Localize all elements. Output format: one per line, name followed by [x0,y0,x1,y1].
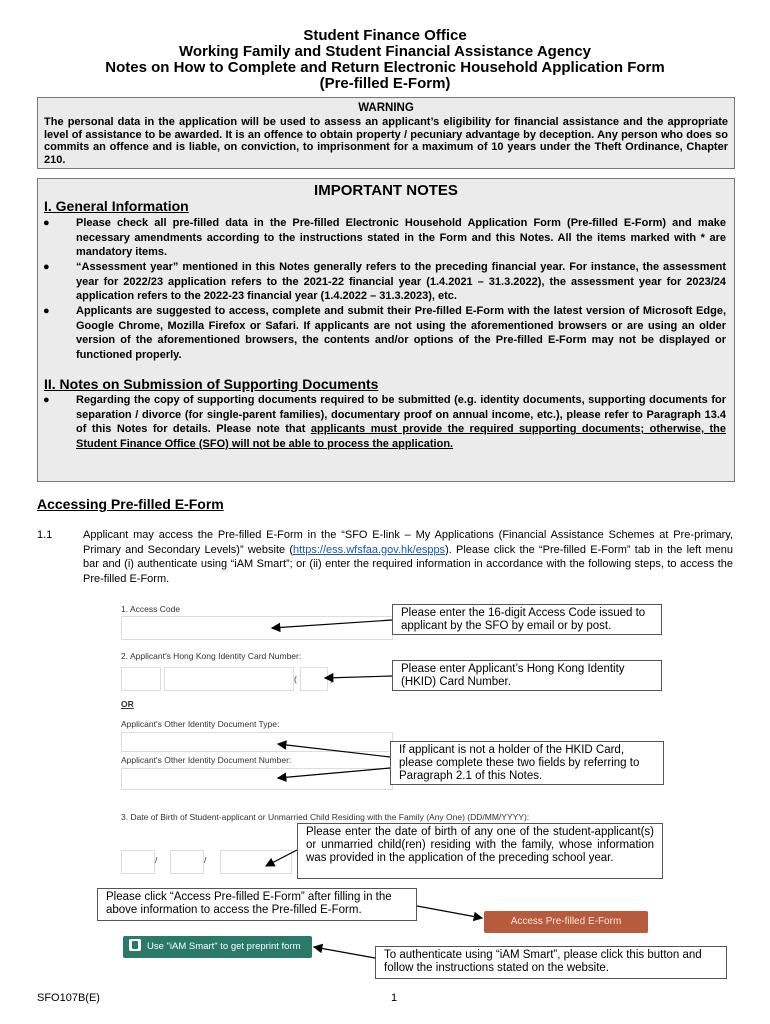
paragraph-text: Applicant may access the Pre-filled E-Form in the “SFO E-link – My Applications (Financial Assistance Schemes at Pre-primary, Primary and Secondary Levels)” website ( [83,529,733,556]
header-line-4: (Pre-filled E-Form) [319,75,451,92]
warning-text: The personal data in the application will be used to assess an applicant’s eligibility for financial assistance and the appropriate level of assistance to be awarded. It is an offence to obtain property / pecuniary advantage by deception. Any person who does so commits an offence and is liable, on conviction, to imprisonment for a maximum of 10 years under the Theft Ordinance, Chapter 210. [44,116,728,166]
paragraph-number: 1.1 [37,529,53,541]
header-line-3: Notes on How to Complete and Return Electronic Household Application Form [105,59,665,76]
arrow-hkid [325,676,392,678]
hkid-paren-open: ( [294,674,297,684]
paragraph-text: ). Please click the “Pre-filled E-Form” tab in the left menu bar and (i) authenticate using “iAM Smart”; or (ii) enter the required information in accordance with the following steps, to access the Pre-filled E-Form. [83,543,733,585]
iam-smart-button-label: Use "iAM Smart" to get preprint form [147,941,301,952]
label-other-id-number: Applicant's Other Identity Document Number: [121,755,292,765]
label-hkid: 2. Applicant's Hong Kong Identity Card Number: [121,651,302,661]
footer-page-number: 1 [391,992,398,1004]
section-supporting-documents-title: II. Notes on Submission of Supporting Documents [44,376,379,392]
arrow-access-code [272,620,392,628]
label-access-code: 1. Access Code [121,604,181,614]
warning-title: WARNING [358,102,414,114]
label-date-of-birth: 3. Date of Birth of Student-applicant or Unmarried Child Residing with the Family (Any One) (DD/MM/YYYY): [121,812,530,822]
arrow-access-button [417,906,482,918]
bullet-text: Regarding the copy of supporting documents required to be submitted (e.g. identity documents, supporting documents for separation / divorce (for single-parent families), documentary proof on annual income, etc.), please refer to Paragraph 13.4 of this Notes for details. Please note that [76,394,726,436]
accessing-title: Accessing Pre-filled E-Form [37,496,224,512]
bullet-dot-icon: ● [43,394,50,406]
header-line-2: Working Family and Student Financial Assistance Agency [178,43,592,60]
callout-access-code: Please enter the 16-digit Access Code issued to applicant by the SFO by email or by post. [392,604,662,635]
label-other-id-type: Applicant's Other Identity Document Type: [121,719,280,729]
dob-slash: / [204,855,207,865]
arrow-other-id-number [278,768,390,778]
arrow-date-of-birth [266,850,297,866]
arrow-other-id-type [278,744,390,757]
bullet-dot-icon: ● [43,217,50,229]
bullet-text: Please check all pre-filled data in the Pre-filled Electronic Household Application Form (Pre-filled E-Form) and make necessary amendments according to the instructions stated in the Form and this Notes. All the items marked with * are mandatory items. [76,217,726,259]
callout-other-id: If applicant is not a holder of the HKID Card, please complete these two fields by referring to Paragraph 2.1 of this Notes. [390,741,664,785]
bullet-text: “Assessment year” mentioned in this Notes generally refers to the preceding financial year. For instance, the assessment year for 2022/23 application refers to the 2021-22 financial year (1.4.2021 – 31.3.2022), the assessment year for 2023/24 application refers to the 2022-23 financial year (1.4.2022 – 31.3.2023), etc. [76,261,726,303]
footer-form-code: SFO107B(E) [37,992,100,1004]
dob-slash: / [155,855,158,865]
bullet-text: Applicants are suggested to access, complete and submit their Pre-filled E-Form with the latest version of Microsoft Edge, Google Chrome, Mozilla Firefox or Safari. If applicants are not using the aforementioned browsers or are using an older version of the aforementioned browsers, the contents and/or options of the Pre-filled E-Form may not be displayed or functioned properly. [76,305,726,361]
header-line-1: Student Finance Office [303,27,467,44]
important-notes-title: IMPORTANT NOTES [314,182,458,199]
bullet-dot-icon: ● [43,305,50,317]
callout-access-button: Please click “Access Pre-filled E-Form” after filling in the above information to access the Pre-filled E-Form. [97,888,417,921]
label-or: OR [121,699,134,709]
access-prefilled-eform-button[interactable]: Access Pre-filled E-Form [484,911,648,933]
arrow-iam-smart [314,947,375,958]
callout-hkid: Please enter Applicant’s Hong Kong Identity (HKID) Card Number. [392,660,662,691]
callout-iam-smart: To authenticate using “iAM Smart”, please click this button and follow the instructions stated on the website. [375,946,727,979]
callout-date-of-birth: Please enter the date of birth of any one of the student-applicant(s) or unmarried child(ren) residing with the family, whose information was provided in the application of the preceding school year. [297,823,663,879]
section-general-information-title: I. General Information [44,198,189,214]
bullet-dot-icon: ● [43,261,50,273]
bullet-text-underlined: applicants must provide the required supporting documents; otherwise, the Student Finance Office (SFO) will not be able to process the application. [76,423,726,450]
espps-link[interactable]: https://ess.wfsfaa.gov.hk/espps [293,543,446,556]
hkid-paren-close: ) [330,674,333,684]
